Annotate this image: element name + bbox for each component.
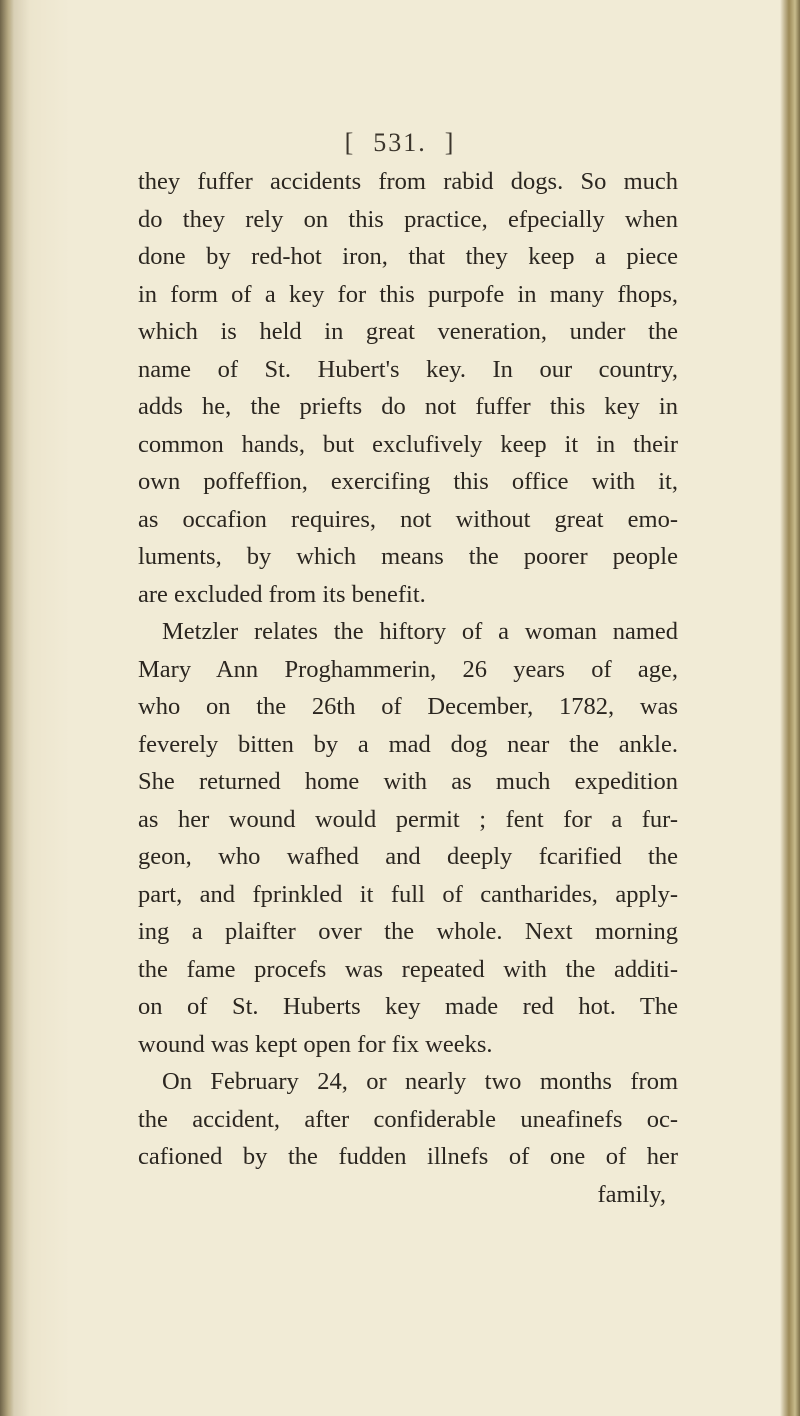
text-line: in form of a key for this purpofe in many fhops,	[138, 280, 678, 308]
catchword: family,	[597, 1180, 666, 1208]
text-line: Mary Ann Proghammerin, 26 years of age,	[138, 655, 678, 683]
page-gutter-shadow	[0, 0, 14, 1416]
text-line: done by red-hot iron, that they keep a piece	[138, 243, 678, 270]
text-line: they fuffer accidents from rabid dogs. So much	[138, 168, 678, 195]
text-line: do they rely on this practice, efpecially when	[138, 205, 678, 233]
body-text	[138, 163, 678, 1213]
text-line: the fame procefs was repeated with the additi-	[138, 955, 678, 983]
text-line: as her wound would permit ; fent for a fur-	[138, 805, 678, 833]
page-header	[0, 128, 800, 158]
header-close-bracket: ]	[444, 128, 456, 157]
text-line: adds he, the priefts do not fuffer this key in	[138, 393, 678, 420]
text-line: which is held in great veneration, under the	[138, 318, 678, 345]
text-line: the accident, after confiderable uneafinefs oc-	[138, 1105, 678, 1133]
text-line: She returned home with as much expedition	[138, 768, 678, 795]
page-number: 531.	[373, 128, 427, 157]
text-line: as occafion requires, not without great emo-	[138, 505, 678, 533]
paragraph-start-line: On February 24, or nearly two months from	[162, 1068, 678, 1095]
text-line: cafioned by the fudden illnefs of one of her	[138, 1143, 678, 1170]
text-line: own poffeffion, exercifing this office with it,	[138, 468, 678, 495]
text-line: on of St. Huberts key made red hot. The	[138, 993, 678, 1020]
text-line: geon, who wafhed and deeply fcarified the	[138, 843, 678, 870]
text-line: ing a plaifter over the whole. Next morning	[138, 918, 678, 945]
page-edge	[780, 0, 800, 1416]
paragraph-start-line: Metzler relates the hiftory of a woman named	[162, 618, 678, 645]
text-line: part, and fprinkled it full of cantharides, apply-	[138, 880, 678, 908]
text-line: wound was kept open for fix weeks.	[138, 1030, 493, 1058]
header-open-bracket: [	[344, 128, 356, 157]
text-line: are excluded from its benefit.	[138, 580, 426, 608]
text-line: common hands, but exclufively keep it in their	[138, 430, 678, 458]
text-line: feverely bitten by a mad dog near the ankle.	[138, 730, 678, 758]
text-line: name of St. Hubert's key. In our country,	[138, 355, 678, 383]
text-line: luments, by which means the poorer people	[138, 543, 678, 570]
text-line: who on the 26th of December, 1782, was	[138, 693, 678, 720]
